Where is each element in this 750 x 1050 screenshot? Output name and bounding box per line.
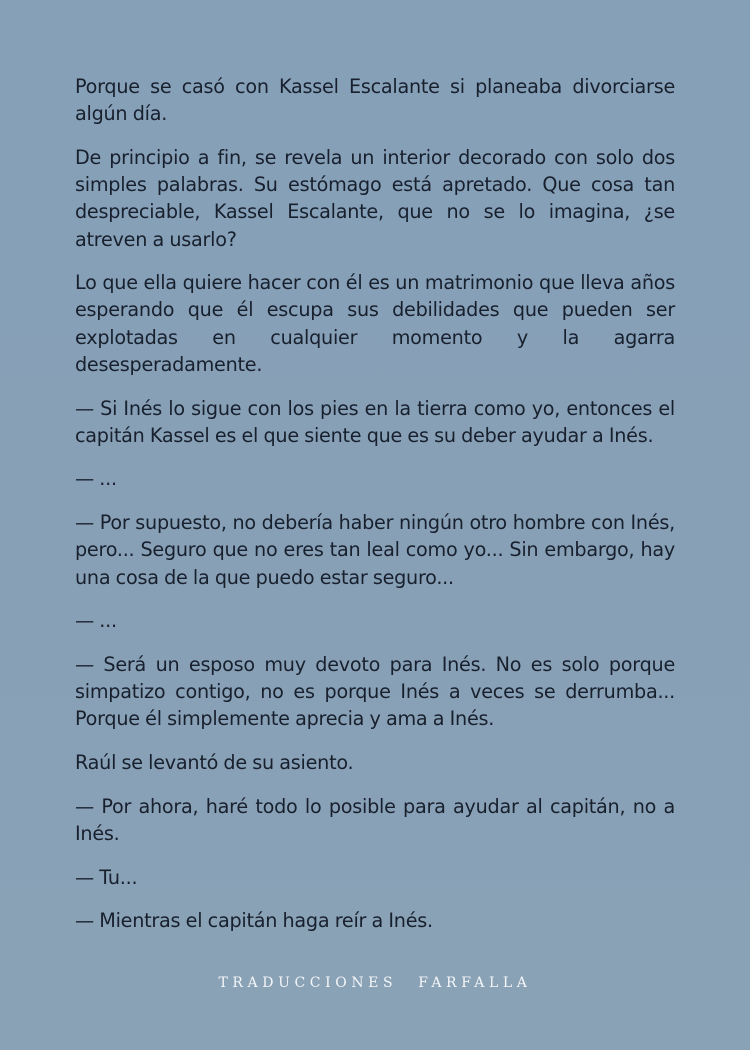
paragraph-dialogue: — Por supuesto, no debería haber ningún otro hombre con Inés, pero... Seguro que no eres tan leal como yo... Sin embargo, hay una cosa de la que puedo estar seguro... xyxy=(75,511,675,589)
paragraph-dialogue: — ... xyxy=(75,467,117,491)
paragraph-dialogue: — Por ahora, haré todo lo posible para ayudar al capitán, no a Inés. xyxy=(75,794,675,845)
credit-word-traducciones: TRADUCCIONES xyxy=(218,975,398,991)
translator-credit xyxy=(0,975,750,991)
credit-word-farfalla: FARFALLA xyxy=(418,975,532,991)
paragraph-dialogue: — Si Inés lo sigue con los pies en la tierra como yo, entonces el capitán Kassel es el que siente que es su deber ayudar a Inés. xyxy=(75,396,675,447)
paragraph-dialogue: — ... xyxy=(75,609,117,633)
paragraph-narration: De principio a fin, se revela un interior decorado con solo dos simples palabras. Su estómago está apretado. Que cosa tan despreciable, Kassel Escalante, que no se lo imagina, ¿se atreven a usarlo? xyxy=(75,145,675,251)
paragraph-narration: Porque se casó con Kassel Escalante si planeaba divorciarse algún día. xyxy=(75,75,675,126)
paragraph-narration: Lo que ella quiere hacer con él es un matrimonio que lleva años esperando que él escupa sus debilidades que pueden ser explotadas en cualquier momento y la agarra desesperadamente. xyxy=(75,271,675,376)
paragraph-narration: Raúl se levantó de su asiento. xyxy=(75,751,354,775)
document-page xyxy=(75,73,675,951)
paragraph-dialogue: — Será un esposo muy devoto para Inés. No es solo porque simpatizo contigo, no es porque Inés a veces se derrumba... Porque él simplemente aprecia y ama a Inés. xyxy=(75,652,675,731)
paragraph-dialogue: — Mientras el capitán haga reír a Inés. xyxy=(75,909,433,933)
paragraph-dialogue: — Tu... xyxy=(75,865,138,889)
